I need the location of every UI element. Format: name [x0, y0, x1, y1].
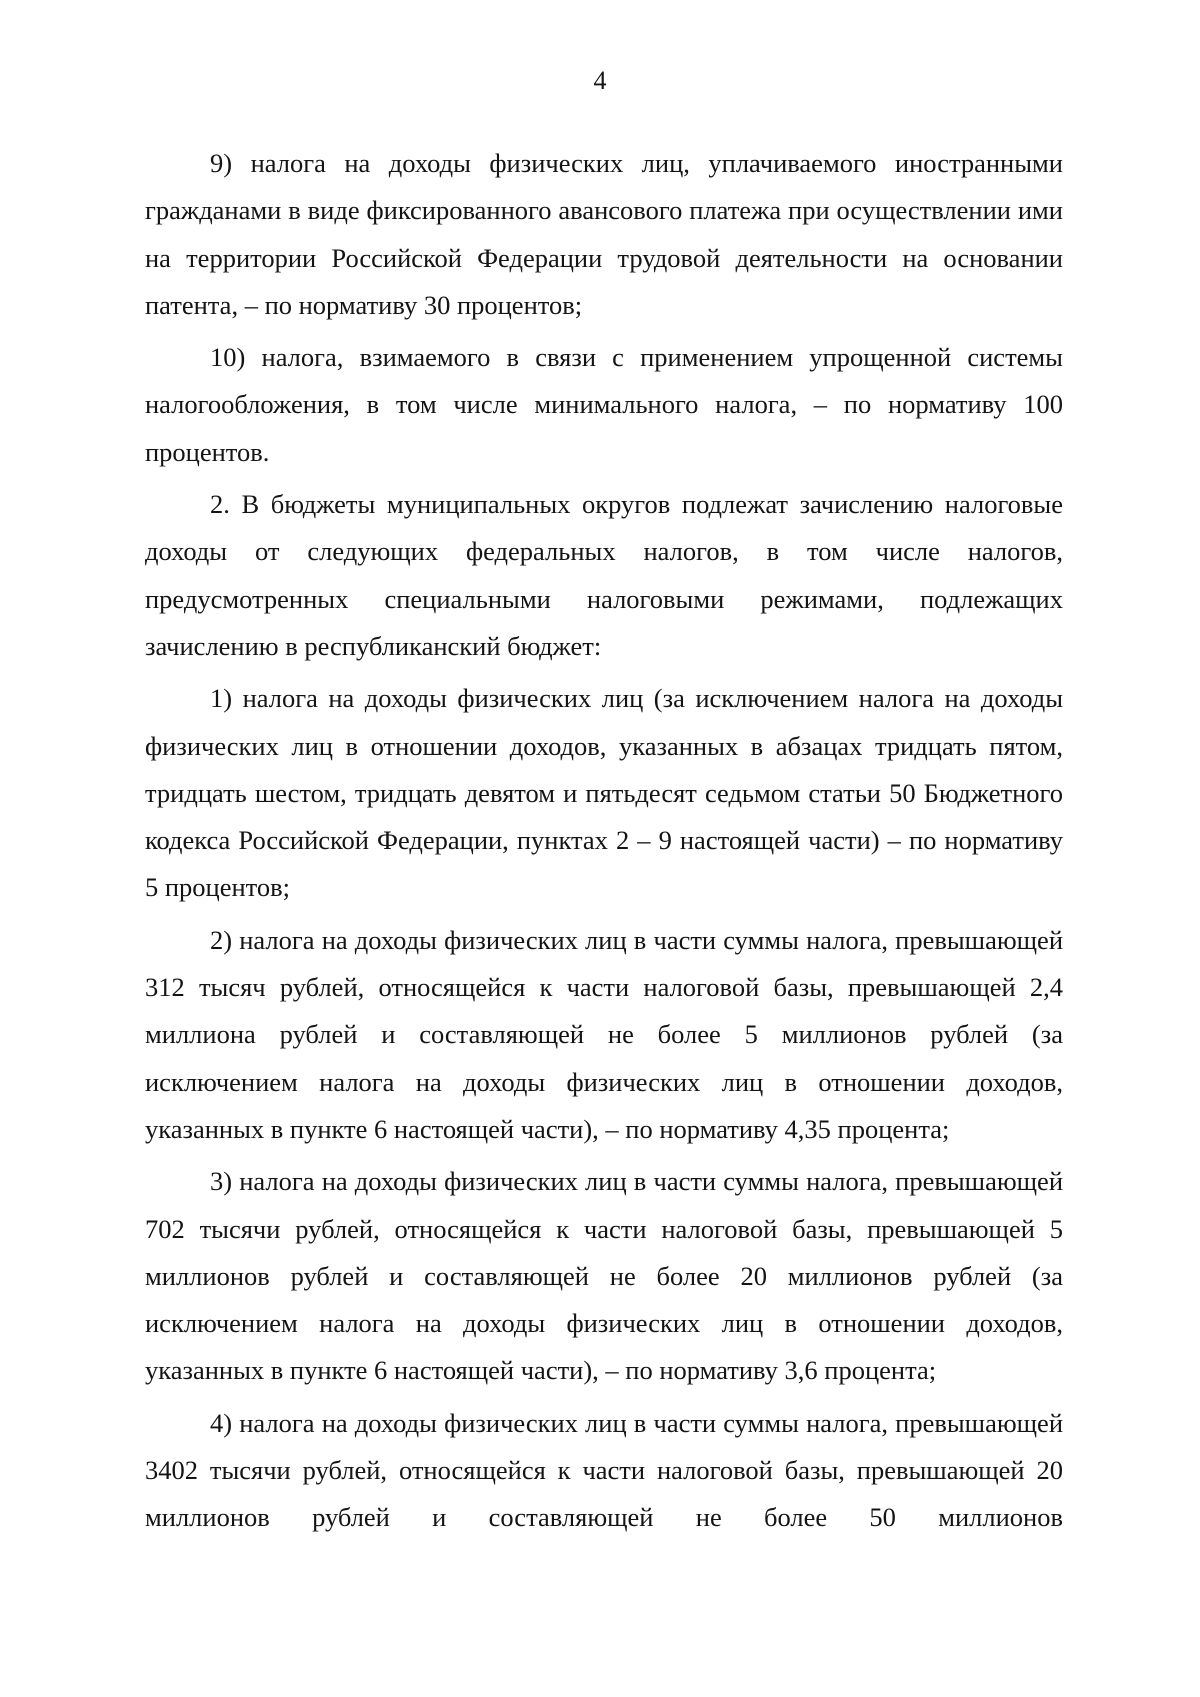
- paragraph-part-2: 2. В бюджеты муниципальных округов подлежат зачислению налоговые доходы от следующих федеральных налогов, в том числе налогов, предусмотренных специальными налоговыми режимами, подлежащих зачислению в республиканский бюджет:: [145, 489, 1063, 661]
- paragraph-item-1: 1) налога на доходы физических лиц (за исключением налога на доходы физических лиц в отношении доходов, указанных в абзацах тридцать пятом, тридцать шестом, тридцать девятом и пятьдесят седьмом статьи 50 Бюджетного кодекса Российской Федерации, пунктах 2 – 9 настоящей части) – по нормативу 5 процентов;: [145, 683, 1063, 903]
- paragraph-item-9: 9) налога на доходы физических лиц, уплачиваемого иностранными гражданами в виде фиксированного авансового платежа при осуществлении ими на территории Российской Федерации трудовой деятельности на основании патента, – по нормативу 30 процентов;: [145, 148, 1063, 320]
- paragraph-item-3: 3) налога на доходы физических лиц в части суммы налога, превышающей 702 тысячи рублей, относящейся к части налоговой базы, превышающей 5 миллионов рублей и составляющей не более 20 миллионов рублей (за исключением налога на доходы физических лиц в отношении доходов, указанных в пункте 6 настоящей части), – по нормативу 3,6 процента;: [145, 1166, 1063, 1386]
- document-body: [145, 140, 1063, 1547]
- paragraph-item-2: 2) налога на доходы физических лиц в части суммы налога, превышающей 312 тысяч рублей, относящейся к части налоговой базы, превышающей 2,4 миллиона рублей и составляющей не более 5 миллионов рублей (за исключением налога на доходы физических лиц в отношении доходов, указанных в пункте 6 настоящей части), – по нормативу 4,35 процента;: [145, 924, 1063, 1144]
- paragraph-item-10: 10) налога, взимаемого в связи с применением упрощенной системы налогообложения, в том числе минимального налога, – по нормативу 100 процентов.: [145, 342, 1063, 467]
- paragraph-item-4: 4) налога на доходы физических лиц в части суммы налога, превышающей 3402 тысячи рублей, относящейся к части налоговой базы, превышающей 20 миллионов рублей и составляющей не более 50 миллионов: [145, 1407, 1063, 1533]
- page-number: 4: [593, 66, 607, 95]
